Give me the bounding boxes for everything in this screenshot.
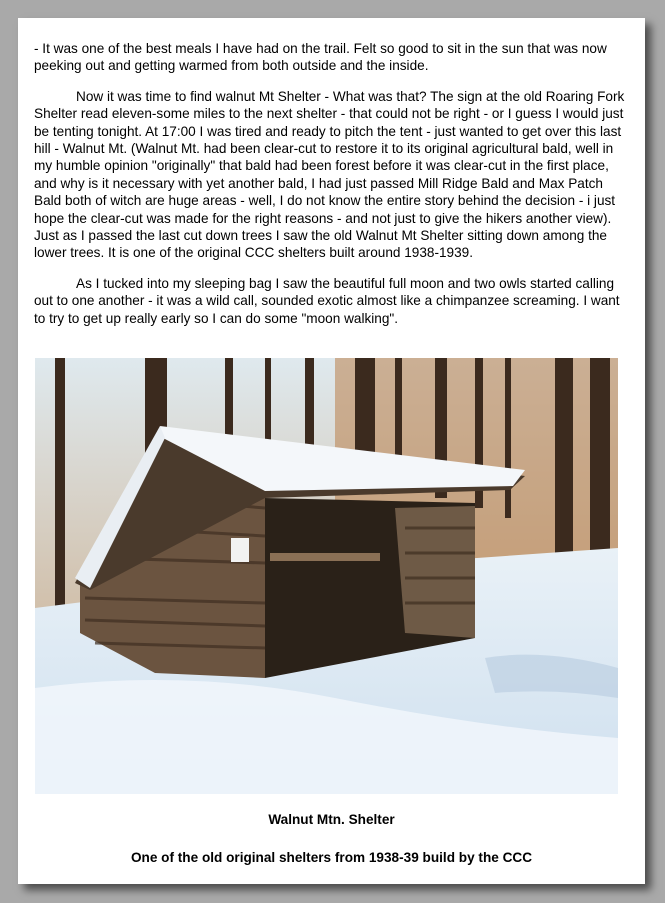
paragraph-3: As I tucked into my sleeping bag I saw the beautiful full moon and two owls started calling out to one another - it was a wild call, sounded exotic almost like a chimpanzee screaming. I want to try to get up really early so I can do some "moon walking".	[34, 275, 620, 326]
paragraph-2: Now it was time to find walnut Mt Shelter - What was that? The sign at the old Roaring Fork Shelter read eleven-some miles to the next shelter - that could not be right - or I guess I would just be tenting tonight. At 17:00 I was tired and ready to pitch the tent - just wanted to get over this last hill - Walnut Mt. (Walnut Mt. had been clear-cut to restore it to its original agricultural bald, well in my humble opinion "originally" that bald had been forest before it was clear-cut in the first place, and why is it necessary with yet another bald, I had just passed Mill Ridge Bald and Max Patch Bald both of witch are huge areas - well, I do not know the entire story behind the decision - i just hope the clear-cut was made for the right reasons - and not just to give the hikers another view). Just as I passed the last cut down trees I saw the old Walnut Mt Shelter sitting down among the lower trees. It is one of the original CCC shelters built around 1938-1939.	[34, 88, 625, 261]
shelter-photo-illustration	[35, 358, 618, 794]
journal-text	[34, 40, 631, 340]
document-page	[18, 18, 645, 884]
paragraph-1: - It was one of the best meals I have had on the trail. Felt so good to sit in the sun that was now peeking out and getting warmed from both outside and the inside.	[34, 41, 607, 74]
photo-caption-subtitle: One of the old original shelters from 1938-39 build by the CCC	[130, 850, 533, 865]
photo-caption-title: Walnut Mtn. Shelter	[268, 812, 395, 827]
shelter-photo	[35, 358, 618, 794]
